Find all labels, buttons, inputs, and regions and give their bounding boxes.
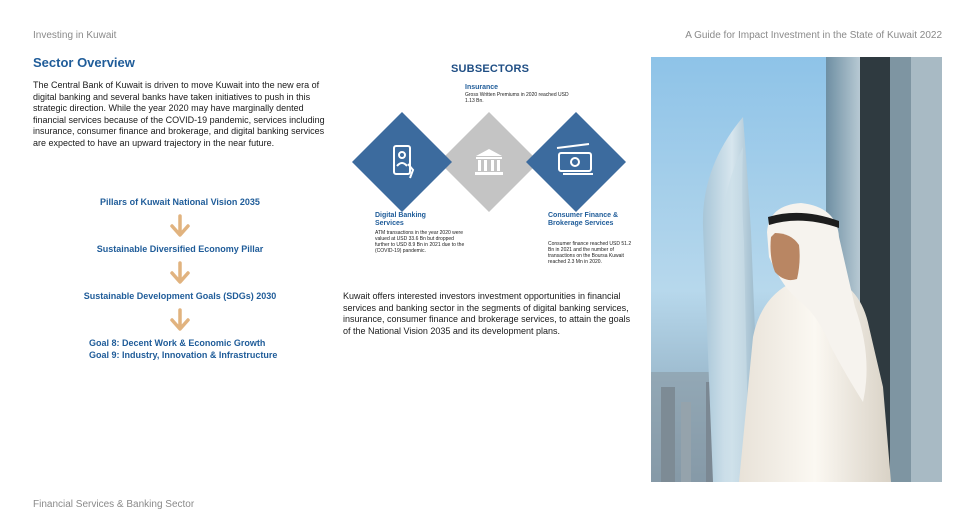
down-arrow-icon — [60, 256, 300, 290]
subsectors-title: SUBSECTORS — [451, 63, 530, 75]
vision-flow — [60, 196, 300, 361]
running-header-left: Investing in Kuwait — [33, 30, 117, 41]
goal-8: Goal 8: Decent Work & Economic Growth — [89, 338, 266, 348]
digital-text: ATM transactions in the year 2020 were valued at USD 33.6 Bn but dropped further to USD 8.9 Bn in 2021 due to the (COVID-19) pandemic. — [375, 230, 465, 254]
consumer-label: Consumer Finance & Brokerage Services Consumer finance reached USD 51.2 Bn in 2021 and the number of transactions on the Boursa Kuwait reached 2.3 Mn in 2020. — [548, 212, 632, 265]
insurance-text: Gross Written Premiums in 2020 reached USD 1.13 Bn. — [465, 92, 569, 104]
intro-paragraph: The Central Bank of Kuwait is driven to move Kuwait into the new era of digital banking and several banks have taken initiatives to push in this strategic direction. While the year 2020 may have marginally dented financial services because of the COVID-19 pandemic, services including insurance, consumer finance and brokerage, and digital banking services are expected to have an upward trajectory in the near future. — [33, 80, 325, 148]
opportunities-paragraph: Kuwait offers interested investors investment opportunities in financial services and banking sector in the segments of digital banking services, insurance, consumer finance and brokerage services, to attain the goals of the National Vision 2035 and its development plans. — [343, 291, 631, 336]
insurance-label: Insurance Gross Written Premiums in 2020 reached USD 1.13 Bn. — [465, 84, 575, 104]
down-arrow-icon — [60, 209, 300, 243]
consumer-diamond — [526, 112, 626, 212]
digital-label: Digital Banking Services ATM transactions in the year 2020 were valued at USD 33.6 Bn but dropped further to USD 8.9 Bn in 2021 due to the (COVID-19) pandemic. — [375, 212, 465, 254]
running-header-right: A Guide for Impact Investment in the State of Kuwait 2022 — [685, 30, 942, 41]
flow-step-sdgs: Sustainable Development Goals (SDGs) 2030 — [83, 291, 277, 301]
running-footer: Financial Services & Banking Sector — [33, 499, 195, 510]
consumer-text: Consumer finance reached USD 51.2 Bn in 2021 and the number of transactions on the Boursa Kuwait reached 2.3 Mn in 2020. — [548, 241, 632, 265]
flow-step-pillar: Sustainable Diversified Economy Pillar — [96, 244, 264, 254]
flow-goals — [60, 337, 300, 361]
insurance-diamond — [439, 112, 539, 212]
goal-9: Goal 9: Industry, Innovation & Infrastructure — [89, 350, 278, 360]
flow-step-pillars: Pillars of Kuwait National Vision 2035 — [100, 197, 260, 207]
photo-man-at-window — [651, 57, 942, 482]
down-arrow-icon — [60, 303, 300, 337]
subsectors-diagram — [345, 84, 645, 274]
section-title: Sector Overview — [33, 55, 135, 70]
